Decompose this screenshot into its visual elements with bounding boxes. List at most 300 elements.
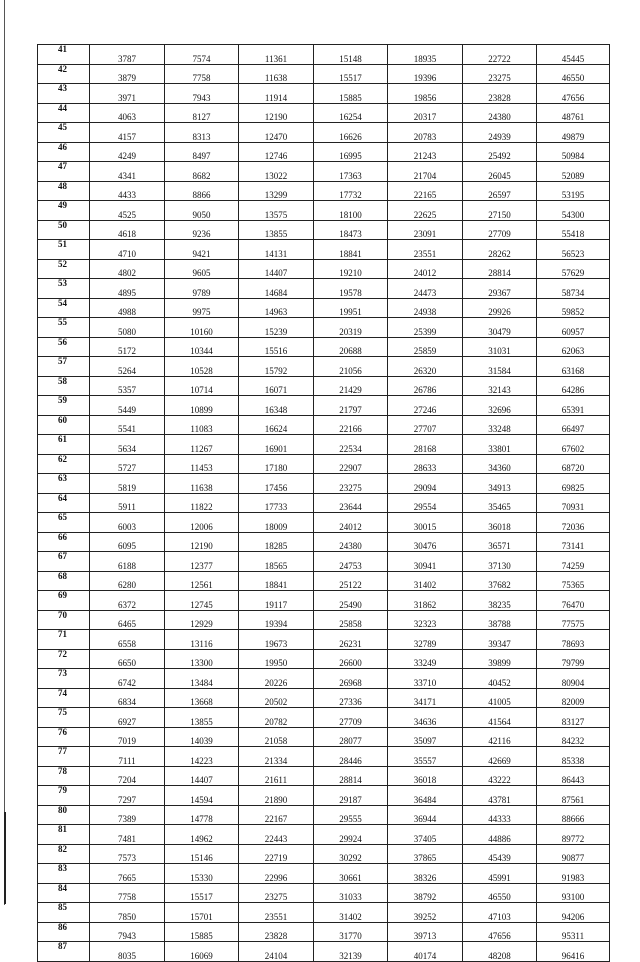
- table-row: [38, 435, 610, 455]
- table-cell: 45991: [463, 864, 537, 884]
- table-cell: 22167: [239, 805, 314, 825]
- row-index: 59: [38, 396, 90, 416]
- table-row: [38, 103, 610, 123]
- table-cell: 13855: [165, 708, 239, 728]
- table-cell: 26786: [388, 376, 463, 396]
- table-cell: 23828: [239, 922, 314, 942]
- table-cell: 23275: [463, 64, 537, 84]
- table-cell: 44886: [463, 825, 537, 845]
- table-cell: 83127: [537, 708, 610, 728]
- row-index: 45: [38, 123, 90, 143]
- table-cell: 4157: [90, 123, 165, 143]
- table-cell: 47656: [463, 922, 537, 942]
- table-cell: 31862: [388, 591, 463, 611]
- table-cell: 27707: [388, 415, 463, 435]
- table-row: [38, 766, 610, 786]
- table-row: [38, 864, 610, 884]
- table-cell: 17363: [314, 162, 388, 182]
- table-cell: 15885: [314, 84, 388, 104]
- table-cell: 34913: [463, 474, 537, 494]
- row-index: 57: [38, 357, 90, 377]
- table-cell: 4895: [90, 279, 165, 299]
- table-row: [38, 942, 610, 962]
- table-cell: 32323: [388, 610, 463, 630]
- table-cell: 21704: [388, 162, 463, 182]
- table-cell: 21797: [314, 396, 388, 416]
- table-row: [38, 708, 610, 728]
- table-cell: 15516: [239, 337, 314, 357]
- table-cell: 42116: [463, 727, 537, 747]
- table-cell: 28814: [463, 259, 537, 279]
- table-cell: 7481: [90, 825, 165, 845]
- table-cell: 21429: [314, 376, 388, 396]
- table-cell: 12470: [239, 123, 314, 143]
- table-row: [38, 474, 610, 494]
- table-cell: 16069: [165, 942, 239, 962]
- table-cell: 12190: [165, 532, 239, 552]
- table-cell: 93100: [537, 883, 610, 903]
- row-index: 80: [38, 805, 90, 825]
- table-cell: 18009: [239, 513, 314, 533]
- table-cell: 42669: [463, 747, 537, 767]
- table-cell: 22534: [314, 435, 388, 455]
- table-cell: 14778: [165, 805, 239, 825]
- table-cell: 23551: [388, 240, 463, 260]
- table-cell: 15517: [165, 883, 239, 903]
- table-cell: 57629: [537, 259, 610, 279]
- table-cell: 10714: [165, 376, 239, 396]
- row-index: 69: [38, 591, 90, 611]
- table-cell: 5634: [90, 435, 165, 455]
- table-cell: 48761: [537, 103, 610, 123]
- table-cell: 88666: [537, 805, 610, 825]
- table-cell: 8682: [165, 162, 239, 182]
- table-cell: 14684: [239, 279, 314, 299]
- table-cell: 28262: [463, 240, 537, 260]
- table-cell: 6927: [90, 708, 165, 728]
- table-cell: 16626: [314, 123, 388, 143]
- table-cell: 6280: [90, 571, 165, 591]
- table-cell: 12377: [165, 552, 239, 572]
- row-index: 74: [38, 688, 90, 708]
- table-cell: 60957: [537, 318, 610, 338]
- table-cell: 77575: [537, 610, 610, 630]
- table-row: [38, 454, 610, 474]
- row-index: 61: [38, 435, 90, 455]
- table-cell: 16254: [314, 103, 388, 123]
- row-index: 68: [38, 571, 90, 591]
- table-row: [38, 630, 610, 650]
- table-cell: 7850: [90, 903, 165, 923]
- table-row: [38, 903, 610, 923]
- table-cell: 27709: [314, 708, 388, 728]
- table-cell: 13668: [165, 688, 239, 708]
- table-cell: 11638: [239, 64, 314, 84]
- table-body: [38, 45, 610, 962]
- table-cell: 35097: [388, 727, 463, 747]
- row-index: 53: [38, 279, 90, 299]
- table-cell: 8127: [165, 103, 239, 123]
- table-cell: 22165: [388, 181, 463, 201]
- table-cell: 21058: [239, 727, 314, 747]
- row-index: 73: [38, 669, 90, 689]
- table-cell: 73141: [537, 532, 610, 552]
- table-cell: 43222: [463, 766, 537, 786]
- table-row: [38, 532, 610, 552]
- table-cell: 14407: [239, 259, 314, 279]
- table-cell: 47656: [537, 84, 610, 104]
- table-row: [38, 64, 610, 84]
- table-cell: 3879: [90, 64, 165, 84]
- table-cell: 39713: [388, 922, 463, 942]
- row-index: 78: [38, 766, 90, 786]
- table-cell: 6650: [90, 649, 165, 669]
- row-index: 44: [38, 103, 90, 123]
- table-cell: 5911: [90, 493, 165, 513]
- table-cell: 20319: [314, 318, 388, 338]
- table-cell: 5449: [90, 396, 165, 416]
- table-cell: 26231: [314, 630, 388, 650]
- table-cell: 39899: [463, 649, 537, 669]
- table-cell: 8035: [90, 942, 165, 962]
- table-cell: 19856: [388, 84, 463, 104]
- table-cell: 25399: [388, 318, 463, 338]
- table-cell: 10528: [165, 357, 239, 377]
- table-cell: 27246: [388, 396, 463, 416]
- table-cell: 7758: [90, 883, 165, 903]
- table-cell: 31033: [314, 883, 388, 903]
- table-cell: 31770: [314, 922, 388, 942]
- table-cell: 22719: [239, 844, 314, 864]
- table-cell: 9975: [165, 298, 239, 318]
- table-cell: 29926: [463, 298, 537, 318]
- left-margin-bar: [4, 812, 6, 904]
- table-row: [38, 747, 610, 767]
- table-cell: 28446: [314, 747, 388, 767]
- table-cell: 33710: [388, 669, 463, 689]
- table-cell: 23644: [314, 493, 388, 513]
- table-cell: 25492: [463, 142, 537, 162]
- row-index: 43: [38, 84, 90, 104]
- table-cell: 7758: [165, 64, 239, 84]
- table-cell: 45445: [537, 45, 610, 65]
- table-cell: 31031: [463, 337, 537, 357]
- row-index: 87: [38, 942, 90, 962]
- table-cell: 7573: [90, 844, 165, 864]
- table-cell: 37405: [388, 825, 463, 845]
- table-cell: 12929: [165, 610, 239, 630]
- table-cell: 27150: [463, 201, 537, 221]
- table-cell: 28168: [388, 435, 463, 455]
- table-cell: 30661: [314, 864, 388, 884]
- table-cell: 4618: [90, 220, 165, 240]
- table-cell: 32696: [463, 396, 537, 416]
- table-cell: 26968: [314, 669, 388, 689]
- table-cell: 4988: [90, 298, 165, 318]
- row-index: 54: [38, 298, 90, 318]
- table-cell: 13022: [239, 162, 314, 182]
- table-cell: 44333: [463, 805, 537, 825]
- table-row: [38, 922, 610, 942]
- table-cell: 29094: [388, 474, 463, 494]
- table-cell: 41564: [463, 708, 537, 728]
- table-cell: 5357: [90, 376, 165, 396]
- table-cell: 23091: [388, 220, 463, 240]
- table-cell: 58734: [537, 279, 610, 299]
- table-cell: 79799: [537, 649, 610, 669]
- table-row: [38, 201, 610, 221]
- table-cell: 54300: [537, 201, 610, 221]
- table-cell: 28633: [388, 454, 463, 474]
- table-cell: 18100: [314, 201, 388, 221]
- table-cell: 29555: [314, 805, 388, 825]
- table-cell: 30476: [388, 532, 463, 552]
- table-row: [38, 396, 610, 416]
- table-cell: 46550: [537, 64, 610, 84]
- table-cell: 16901: [239, 435, 314, 455]
- row-index: 77: [38, 747, 90, 767]
- table-cell: 7389: [90, 805, 165, 825]
- table-cell: 18473: [314, 220, 388, 240]
- row-index: 75: [38, 708, 90, 728]
- table-cell: 31402: [314, 903, 388, 923]
- table-cell: 6742: [90, 669, 165, 689]
- table-cell: 6834: [90, 688, 165, 708]
- table-cell: 4525: [90, 201, 165, 221]
- table-cell: 36571: [463, 532, 537, 552]
- table-cell: 34636: [388, 708, 463, 728]
- table-cell: 24938: [388, 298, 463, 318]
- table-cell: 24939: [463, 123, 537, 143]
- row-index: 50: [38, 220, 90, 240]
- table-cell: 12561: [165, 571, 239, 591]
- table-cell: 18841: [239, 571, 314, 591]
- table-cell: 40452: [463, 669, 537, 689]
- table-cell: 65391: [537, 396, 610, 416]
- table-cell: 9789: [165, 279, 239, 299]
- row-index: 86: [38, 922, 90, 942]
- table-cell: 16624: [239, 415, 314, 435]
- table-cell: 15148: [314, 45, 388, 65]
- table-cell: 38788: [463, 610, 537, 630]
- table-row: [38, 493, 610, 513]
- table-cell: 11914: [239, 84, 314, 104]
- table-cell: 18285: [239, 532, 314, 552]
- row-index: 41: [38, 45, 90, 65]
- table-cell: 7019: [90, 727, 165, 747]
- table-cell: 15792: [239, 357, 314, 377]
- table-cell: 26600: [314, 649, 388, 669]
- table-cell: 50984: [537, 142, 610, 162]
- table-cell: 5172: [90, 337, 165, 357]
- row-index: 71: [38, 630, 90, 650]
- table-cell: 29367: [463, 279, 537, 299]
- table-cell: 33801: [463, 435, 537, 455]
- table-cell: 7943: [90, 922, 165, 942]
- table-cell: 14223: [165, 747, 239, 767]
- table-cell: 18841: [314, 240, 388, 260]
- table-cell: 34171: [388, 688, 463, 708]
- row-index: 83: [38, 864, 90, 884]
- table-cell: 48208: [463, 942, 537, 962]
- table-cell: 22996: [239, 864, 314, 884]
- table-cell: 21243: [388, 142, 463, 162]
- table-cell: 64286: [537, 376, 610, 396]
- table-cell: 37865: [388, 844, 463, 864]
- table-cell: 62063: [537, 337, 610, 357]
- table-cell: 14963: [239, 298, 314, 318]
- table-row: [38, 142, 610, 162]
- table-cell: 21611: [239, 766, 314, 786]
- table-cell: 80904: [537, 669, 610, 689]
- table-cell: 25122: [314, 571, 388, 591]
- table-cell: 11822: [165, 493, 239, 513]
- table-cell: 22443: [239, 825, 314, 845]
- table-cell: 6188: [90, 552, 165, 572]
- table-row: [38, 786, 610, 806]
- table-cell: 78693: [537, 630, 610, 650]
- table-row: [38, 279, 610, 299]
- table-cell: 10160: [165, 318, 239, 338]
- table-cell: 23275: [239, 883, 314, 903]
- table-cell: 53195: [537, 181, 610, 201]
- table-cell: 5727: [90, 454, 165, 474]
- table-cell: 22907: [314, 454, 388, 474]
- table-cell: 17733: [239, 493, 314, 513]
- table-row: [38, 84, 610, 104]
- table-cell: 7204: [90, 766, 165, 786]
- table-cell: 52089: [537, 162, 610, 182]
- table-cell: 16348: [239, 396, 314, 416]
- table-cell: 9050: [165, 201, 239, 221]
- table-row: [38, 181, 610, 201]
- table-cell: 19117: [239, 591, 314, 611]
- row-index: 82: [38, 844, 90, 864]
- table-cell: 74259: [537, 552, 610, 572]
- table-row: [38, 649, 610, 669]
- table-cell: 91983: [537, 864, 610, 884]
- table-cell: 9605: [165, 259, 239, 279]
- table-cell: 17732: [314, 181, 388, 201]
- table-cell: 21056: [314, 357, 388, 377]
- table-cell: 12746: [239, 142, 314, 162]
- table-cell: 85338: [537, 747, 610, 767]
- table-cell: 15701: [165, 903, 239, 923]
- table-row: [38, 805, 610, 825]
- table-cell: 41005: [463, 688, 537, 708]
- table-cell: 5819: [90, 474, 165, 494]
- table-cell: 12190: [239, 103, 314, 123]
- table-cell: 24473: [388, 279, 463, 299]
- table-cell: 36018: [388, 766, 463, 786]
- table-cell: 6558: [90, 630, 165, 650]
- table-cell: 4433: [90, 181, 165, 201]
- table-cell: 14962: [165, 825, 239, 845]
- table-row: [38, 220, 610, 240]
- left-margin-line: [4, 0, 5, 905]
- table-cell: 17180: [239, 454, 314, 474]
- table-cell: 32139: [314, 942, 388, 962]
- table-cell: 28077: [314, 727, 388, 747]
- table-cell: 4710: [90, 240, 165, 260]
- table-cell: 4802: [90, 259, 165, 279]
- table-cell: 96416: [537, 942, 610, 962]
- table-cell: 7111: [90, 747, 165, 767]
- table-row: [38, 591, 610, 611]
- table-row: [38, 240, 610, 260]
- row-index: 58: [38, 376, 90, 396]
- table-cell: 86443: [537, 766, 610, 786]
- table-cell: 37682: [463, 571, 537, 591]
- table-cell: 72036: [537, 513, 610, 533]
- table-cell: 26320: [388, 357, 463, 377]
- table-row: [38, 337, 610, 357]
- table-cell: 37130: [463, 552, 537, 572]
- table-cell: 20226: [239, 669, 314, 689]
- row-index: 79: [38, 786, 90, 806]
- table-cell: 15239: [239, 318, 314, 338]
- table-cell: 29187: [314, 786, 388, 806]
- table-cell: 89772: [537, 825, 610, 845]
- table-cell: 49879: [537, 123, 610, 143]
- table-cell: 95311: [537, 922, 610, 942]
- table-cell: 32789: [388, 630, 463, 650]
- row-index: 66: [38, 532, 90, 552]
- table-cell: 12006: [165, 513, 239, 533]
- table-cell: 21334: [239, 747, 314, 767]
- row-index: 52: [38, 259, 90, 279]
- table-cell: 4063: [90, 103, 165, 123]
- table-cell: 32143: [463, 376, 537, 396]
- row-index: 67: [38, 552, 90, 572]
- table-cell: 87561: [537, 786, 610, 806]
- table-cell: 19950: [239, 649, 314, 669]
- table-cell: 6003: [90, 513, 165, 533]
- table-cell: 15517: [314, 64, 388, 84]
- table-cell: 39347: [463, 630, 537, 650]
- table-cell: 11361: [239, 45, 314, 65]
- table-cell: 8497: [165, 142, 239, 162]
- table-cell: 20502: [239, 688, 314, 708]
- table-cell: 30479: [463, 318, 537, 338]
- table-cell: 45439: [463, 844, 537, 864]
- table-cell: 47103: [463, 903, 537, 923]
- table-cell: 18935: [388, 45, 463, 65]
- table-cell: 13575: [239, 201, 314, 221]
- table-cell: 90877: [537, 844, 610, 864]
- table-cell: 10899: [165, 396, 239, 416]
- table-cell: 67602: [537, 435, 610, 455]
- row-index: 60: [38, 415, 90, 435]
- table-cell: 19394: [239, 610, 314, 630]
- table-cell: 23551: [239, 903, 314, 923]
- row-index: 49: [38, 201, 90, 221]
- table-row: [38, 571, 610, 591]
- table-cell: 19951: [314, 298, 388, 318]
- table-cell: 82009: [537, 688, 610, 708]
- table-cell: 14039: [165, 727, 239, 747]
- table-cell: 24380: [314, 532, 388, 552]
- table-cell: 16071: [239, 376, 314, 396]
- table-cell: 68720: [537, 454, 610, 474]
- table-cell: 14131: [239, 240, 314, 260]
- table-cell: 46550: [463, 883, 537, 903]
- value-table: [37, 44, 610, 962]
- table-cell: 21890: [239, 786, 314, 806]
- table-row: [38, 415, 610, 435]
- table-cell: 13300: [165, 649, 239, 669]
- row-index: 76: [38, 727, 90, 747]
